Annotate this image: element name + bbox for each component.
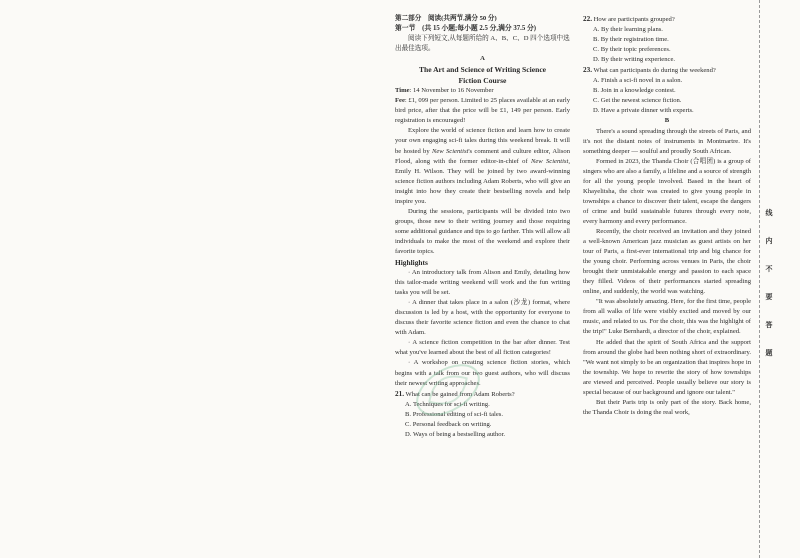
question-number: 23. [583, 66, 592, 75]
option-21-b: B. Professional editing of sci-fi tales. [405, 410, 503, 418]
part-heading: 第二部分 阅读(共两节,满分 50 分) [395, 15, 497, 22]
article-a-paragraph-2: During the sessions, participants will be divided into two groups, those new to their writing journey and those requiring some additional guidance and tips to go farther. This will allow all individuals to make the most of the weekend and explore their favorite topics. [395, 207, 570, 255]
para1-magazine-name-2: New Scientist [530, 157, 569, 165]
margin-note-char: 内 [765, 237, 773, 245]
article-b-letter: B [664, 117, 670, 125]
article-a-paragraph-1 [395, 126, 570, 206]
margin-note-char: 线 [765, 209, 773, 217]
instructions: 阅读下列短文,从每题所给的 A、B、C、D 四个选项中选出最佳选项。 [395, 35, 570, 53]
question-stem: What can participants do during the weekend? [593, 67, 716, 75]
para1-magazine-name: New Scientist [431, 147, 469, 155]
fee-value: : £1, 099 per person. Limited to 25 places available at an early bird price, after that the price will be £1, 149 per person. Early registration is encouraged! [395, 97, 570, 125]
margin-note-char: 不 [765, 265, 773, 273]
question-number: 22. [583, 15, 592, 23]
highlight-item: · A dinner that takes place in a salon (沙龙) format, where discussion is led by a host, with the opportunity for everyone to discuss their favorite science fiction and even the chance to chat with Adam. [395, 299, 570, 337]
time-line [395, 86, 570, 96]
question-number: 21. [395, 389, 404, 398]
question-stem: How are participants grouped? [593, 16, 675, 23]
article-a-title-line1: The Art and Science of Writing Science [418, 65, 547, 75]
fee-line [395, 96, 570, 126]
margin-note-char: 答 [765, 321, 773, 329]
highlight-item: · A science fiction competition in the bar after dinner. Test what you've learned about the best of all fiction categories! [395, 339, 570, 357]
margin-note-char: 要 [765, 293, 773, 301]
margin-note-char: 题 [765, 349, 773, 357]
highlight-item: · A workshop on creating science fiction stories, which begins with a talk from our two guest authors, who will discuss their newest writing approaches. [395, 359, 570, 387]
time-label: Time [395, 87, 410, 95]
option-21-d: D. Ways of being a bestselling author. [405, 430, 506, 438]
article-b-paragraph: Formed in 2023, the Thanda Choir (合唱团) is a group of singers who are also a family, a lifeline and a source of strength for all the young people involved. Based in the heart of Khayelitsha, the choir was created to give young people in townships a chance to discover their talent, escape the dangers of crime and build sustainable futures through every note, every harmony and every performance. [583, 157, 751, 225]
question-22 [583, 14, 751, 25]
article-b-paragraph: There's a sound spreading through the streets of Paris, and it's not the distant notes of instruments in Montmartre. It's something deeper — soulful and proudly South African. [583, 127, 751, 155]
question-23 [583, 65, 751, 76]
option-22-b: B. By their registration time. [593, 36, 669, 44]
option-23-c: C. Get the newest science fiction. [593, 97, 682, 105]
highlights-title: Highlights [395, 258, 428, 268]
time-value: : 14 November to 16 November [409, 87, 494, 95]
para1-text-end: , Emily H. Wilson. They will be joined by two award-winning science fiction authors including Adam Roberts, who will give an insight into how they create their bestselling novels and help inspire you. [395, 157, 570, 205]
option-21-a: A. Techniques for sci-fi writing. [405, 400, 490, 408]
article-b-paragraph: But their Paris trip is only part of the story. Back home, the Thanda Choir is doing the real work, [583, 398, 751, 416]
option-22-c: C. By their topic preferences. [593, 46, 671, 54]
article-b-paragraph: "It was absolutely amazing. Here, for the first time, people from all walks of life were visibly excited and moved by our music, and related to us. For the choir, this was the highlight of the trip!" Luke Bernhardi, a director of the choir, explained. [583, 298, 751, 336]
article-b-paragraph: He added that the spirit of South Africa and the support from around the globe had been nothing short of extraordinary. "We want not simply to be an organization that inspires hope in the township. We hope to rewrite the story of how townships are viewed and perceived. People usually believe our story is special because of our background and ignore our talent." [583, 338, 751, 396]
option-23-d: D. Have a private dinner with experts. [593, 107, 694, 115]
option-22-d: D. By their writing experience. [593, 56, 676, 64]
article-a-title-line2: Fiction Course [458, 76, 507, 86]
highlight-item: · An introductory talk from Alison and Emily, detailing how this tailor-made writing weekend will work and the fun writing tasks you will be set. [395, 269, 570, 297]
option-23-b: B. Join in a knowledge contest. [593, 87, 676, 95]
option-21-c: C. Personal feedback on writing. [405, 420, 492, 428]
option-22-a: A. By their learning plans. [593, 26, 663, 34]
para1-text-start: Explore the world of science fiction and learn how to create your own engaging sci-fi tales during this weekend break. It will be hosted by [395, 127, 570, 155]
section-heading: 第一节 (共 15 小题;每小题 2.5 分,满分 37.5 分) [395, 25, 537, 33]
fee-label: Fee [395, 97, 405, 105]
binding-margin [759, 0, 778, 558]
question-stem: What can be gained from Adam Roberts? [405, 390, 515, 398]
right-column [583, 14, 751, 418]
para1-text-mid: 's comment and culture editor, Alison Flood, along with the former editor-in-chief of [395, 147, 570, 165]
option-23-a: A. Finish a sci-fi novel in a salon. [593, 77, 683, 85]
article-a-letter: A [480, 55, 485, 63]
article-b-paragraph: Recently, the choir received an invitation and they joined a well-known American jazz musician as guest artists on her tour of Paris, a first-ever international trip and big chance for the young choir. Performing across venues in Paris, the choir brought their unmistakable energy and passion to each space they filled. Videos of their performances started spreading online, and suddenly, the world was watching. [583, 227, 751, 296]
